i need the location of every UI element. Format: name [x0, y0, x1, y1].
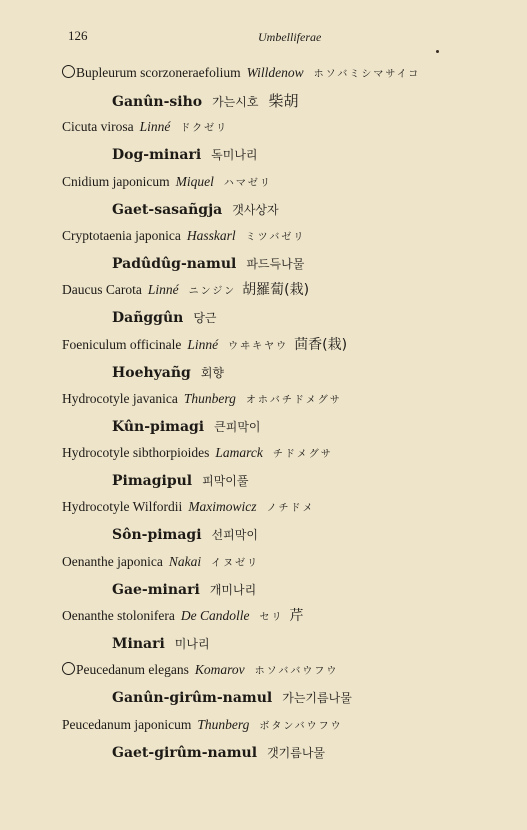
korean-romanized: Dañggûn [112, 310, 184, 327]
japanese-name: ボタンバウフウ [259, 720, 343, 732]
running-head: Umbelliferae [258, 30, 322, 44]
japanese-name: ホソバミシマサイコ [313, 69, 421, 80]
japanese-name: ハマゼリ [223, 177, 272, 189]
korean-hangul: 갯사상자 [232, 202, 279, 217]
latin-name: Hydrocotyle javanica [62, 390, 178, 406]
korean-hangul: 미나리 [174, 637, 210, 651]
korean-romanized: Pimagipul [112, 473, 193, 490]
korean-hangul: 가는시호 [212, 95, 259, 109]
latin-name: Hydrocotyle Wilfordii [62, 499, 183, 515]
chinese-name: 芹 [289, 608, 304, 624]
author-name: Linné [187, 336, 219, 352]
latin-name-line [62, 716, 343, 736]
korean-name-line [112, 634, 210, 654]
chinese-name: 茴香(栽) [294, 336, 348, 353]
korean-romanized: Gaet-girûm-namul [112, 744, 258, 761]
author-name: Maximowicz [188, 499, 257, 515]
korean-name-line [112, 91, 298, 112]
latin-name: Peucedanum japonicum [62, 716, 192, 732]
page-number: 126 [68, 28, 88, 43]
author-name: Thunberg [197, 716, 250, 732]
latin-name: Oenanthe stolonifera [62, 608, 175, 623]
korean-romanized: Sôn-pimagi [112, 527, 202, 544]
latin-name-line [62, 444, 333, 464]
korean-hangul: 가는기름나물 [282, 691, 352, 706]
latin-name-line [62, 661, 338, 681]
korean-name-line [112, 200, 279, 220]
korean-name-line [112, 743, 325, 763]
korean-name-line [112, 580, 256, 600]
korean-hangul: 회향 [200, 365, 225, 380]
latin-name: Daucus Carota [62, 282, 142, 298]
japanese-name: ノチドメ [266, 503, 315, 515]
author-name: Thunberg [183, 390, 236, 406]
latin-name: Foeniculum officinale [62, 336, 182, 352]
korean-chinese-name: 柴胡 [268, 92, 299, 110]
latin-name-line [62, 553, 259, 573]
japanese-name: オホバチドメグサ [245, 394, 342, 406]
author-name: Hasskarl [186, 227, 236, 243]
japanese-name: セリ [259, 612, 284, 623]
korean-name-line [112, 525, 258, 545]
latin-name-line [62, 390, 342, 410]
korean-name-line [112, 417, 261, 437]
korean-name-line [112, 308, 217, 328]
korean-name-line [112, 363, 224, 383]
latin-name: Cnidium japonicum [62, 173, 170, 189]
latin-name-line [62, 118, 228, 138]
author-name: Willdenow [246, 65, 304, 80]
author-name: Nakai [168, 553, 202, 569]
korean-name-line [112, 254, 304, 274]
author-name: Miquel [175, 173, 214, 189]
korean-name-line [112, 145, 258, 165]
author-name: Linné [147, 282, 179, 298]
latin-name-line [62, 281, 309, 301]
japanese-name: ドクゼリ [180, 123, 229, 135]
korean-hangul: 당근 [193, 311, 217, 326]
korean-romanized: Padûdûg-namul [112, 255, 237, 272]
chinese-name: 胡羅蔔(栽) [242, 282, 310, 299]
latin-name-line [62, 64, 420, 84]
korean-romanized: Minari [112, 636, 165, 652]
korean-hangul: 독미나리 [211, 148, 258, 163]
circle-marker-icon [62, 65, 75, 78]
japanese-name: チドメグサ [272, 449, 333, 461]
circle-marker-icon [62, 662, 75, 675]
japanese-name: ウヰキヤウ [228, 340, 289, 352]
korean-romanized: Hoehyañg [112, 364, 191, 381]
page-header [68, 28, 488, 48]
latin-name: Bupleurum scorzoneraefolium [76, 65, 241, 80]
korean-hangul: 피막이풀 [202, 474, 249, 489]
japanese-name: イヌゼリ [211, 557, 260, 569]
latin-name: Oenanthe japonica [62, 553, 163, 569]
latin-name-line [62, 336, 347, 356]
latin-name-line [62, 498, 314, 518]
korean-hangul: 파드득나물 [246, 256, 305, 271]
japanese-name: ホソババウフウ [254, 666, 339, 678]
korean-romanized: Ganûn-girûm-namul [112, 690, 273, 707]
korean-hangul: 선피막이 [211, 528, 258, 543]
latin-name: Peucedanum elegans [76, 662, 189, 678]
author-name: Lamarck [215, 445, 263, 461]
korean-romanized: Gaet-sasañgja [112, 201, 223, 218]
korean-hangul: 갯기름나물 [267, 745, 326, 760]
japanese-name: ニンジン [188, 286, 237, 298]
author-name: De Candolle [180, 608, 250, 623]
latin-name: Cicuta virosa [62, 119, 134, 135]
latin-name-line [62, 227, 305, 247]
korean-romanized: Dog-minari [112, 147, 202, 164]
korean-romanized: Gae-minari [112, 581, 200, 598]
japanese-name: ミツバゼリ [245, 231, 306, 243]
korean-hangul: 큰피막이 [214, 419, 261, 434]
korean-romanized: Ganûn-siho [112, 94, 203, 110]
korean-romanized: Kûn-pimagi [112, 418, 205, 435]
korean-name-line [112, 471, 249, 491]
latin-name-line [62, 173, 272, 193]
latin-name: Hydrocotyle sibthorpioides [62, 445, 210, 461]
korean-name-line [112, 688, 352, 708]
korean-hangul: 개미나리 [209, 582, 257, 597]
latin-name: Cryptotaenia japonica [62, 227, 181, 243]
latin-name-line [62, 607, 303, 627]
author-name: Komarov [194, 662, 245, 678]
ink-speck [436, 50, 439, 53]
author-name: Linné [139, 119, 171, 135]
